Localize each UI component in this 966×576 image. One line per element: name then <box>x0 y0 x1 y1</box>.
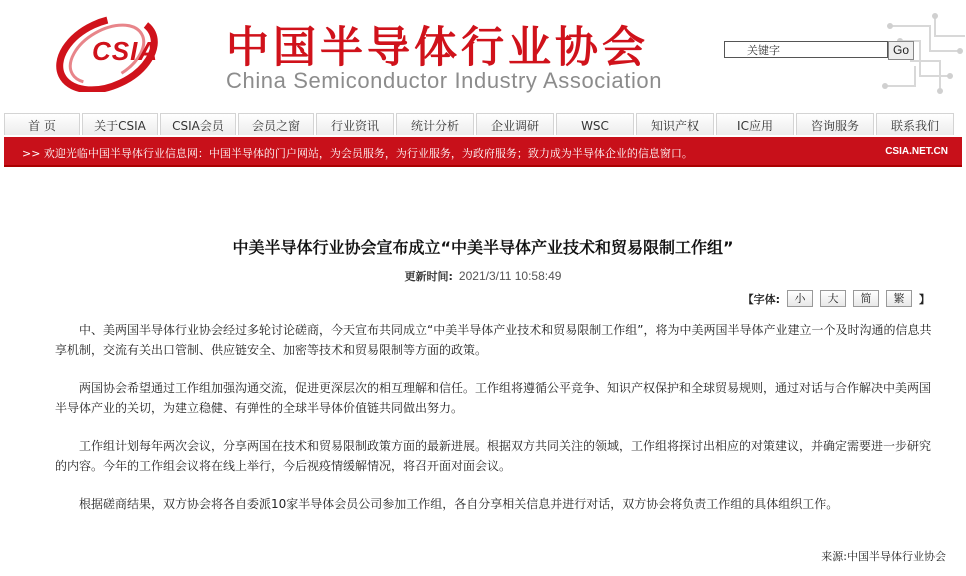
banner-text: >> 欢迎光临中国半导体行业信息网：中国半导体的门户网站，为会员服务，为行业服务，为政府服务；致力成为半导体企业的信息窗口。 <box>22 147 693 160</box>
site-title: 中国半导体行业协会 <box>226 23 649 73</box>
font-size-label: 【字体: <box>742 292 780 306</box>
nav-item-ip[interactable]: 知识产权 <box>636 113 714 135</box>
font-traditional-button[interactable]: 繁 <box>886 290 912 307</box>
article-source: 来源:中国半导体行业协会 <box>821 550 946 563</box>
nav-item-about[interactable]: 关于CSIA <box>82 113 158 135</box>
nav-item-research[interactable]: 企业调研 <box>476 113 554 135</box>
font-simplified-button[interactable]: 简 <box>853 290 879 307</box>
nav-item-industry-news[interactable]: 行业资讯 <box>316 113 394 135</box>
font-large-button[interactable]: 大 <box>820 290 846 307</box>
article-paragraph: 两国协会希望通过工作组加强沟通交流，促进更深层次的相互理解和信任。工作组将遵循公平竞争、知识产权保护和全球贸易规则，通过对话与合作解决中美两国半导体产业的关切，为建立稳健、有弹性的全球半导体价值链共同做出努力。 <box>55 381 932 415</box>
update-label: 更新时间: <box>404 270 453 283</box>
article-paragraph: 根据磋商结果，双方协会将各自委派10家半导体会员公司参加工作组，各自分享相关信息并进行对话，双方协会将负责工作组的具体组织工作。 <box>79 497 839 511</box>
nav-item-consulting[interactable]: 咨询服务 <box>796 113 874 135</box>
nav-item-members[interactable]: CSIA会员 <box>160 113 236 135</box>
site-subtitle: China Semiconductor Industry Association <box>226 68 663 93</box>
font-size-switcher <box>743 290 930 307</box>
update-time <box>0 268 966 284</box>
article-title: 中美半导体行业协会宣布成立“中美半导体产业技术和贸易限制工作组” <box>232 238 734 257</box>
search-form <box>724 41 914 60</box>
nav-item-member-window[interactable]: 会员之窗 <box>238 113 314 135</box>
logo-text: CSIA <box>92 36 159 66</box>
nav-item-home[interactable]: 首 页 <box>4 113 80 135</box>
nav-item-statistics[interactable]: 统计分析 <box>396 113 474 135</box>
main-nav <box>4 113 962 137</box>
font-small-button[interactable]: 小 <box>787 290 813 307</box>
update-value: 2021/3/11 10:58:49 <box>458 269 562 283</box>
nav-item-ic-app[interactable]: IC应用 <box>716 113 794 135</box>
nav-item-contact[interactable]: 联系我们 <box>876 113 954 135</box>
search-go-button[interactable]: Go <box>888 41 914 60</box>
site-header <box>0 0 966 110</box>
banner-domain[interactable]: CSIA.NET.CN <box>885 146 948 157</box>
article-paragraph: 中、美两国半导体行业协会经过多轮讨论磋商，今天宣布共同成立“中美半导体产业技术和贸易限制工作组”，将为中美两国半导体产业建立一个及时沟通的信息共享机制，交流有关出口管制、供应链安全、加密等技术和贸易限制等方面的政策。 <box>55 323 932 357</box>
article-paragraph: 工作组计划每年两次会议，分享两国在技术和贸易限制政策方面的最新进展。根据双方共同关注的领域，工作组将探讨出相应的对策建议，并确定需要进一步研究的内容。今年的工作组会议将在线上举行，今后视疫情缓解情况，将召开面对面会议。 <box>55 439 932 473</box>
search-input[interactable] <box>724 41 888 58</box>
font-size-close: 】 <box>919 292 930 306</box>
welcome-banner <box>4 137 962 167</box>
nav-item-wsc[interactable]: WSC <box>556 113 634 135</box>
